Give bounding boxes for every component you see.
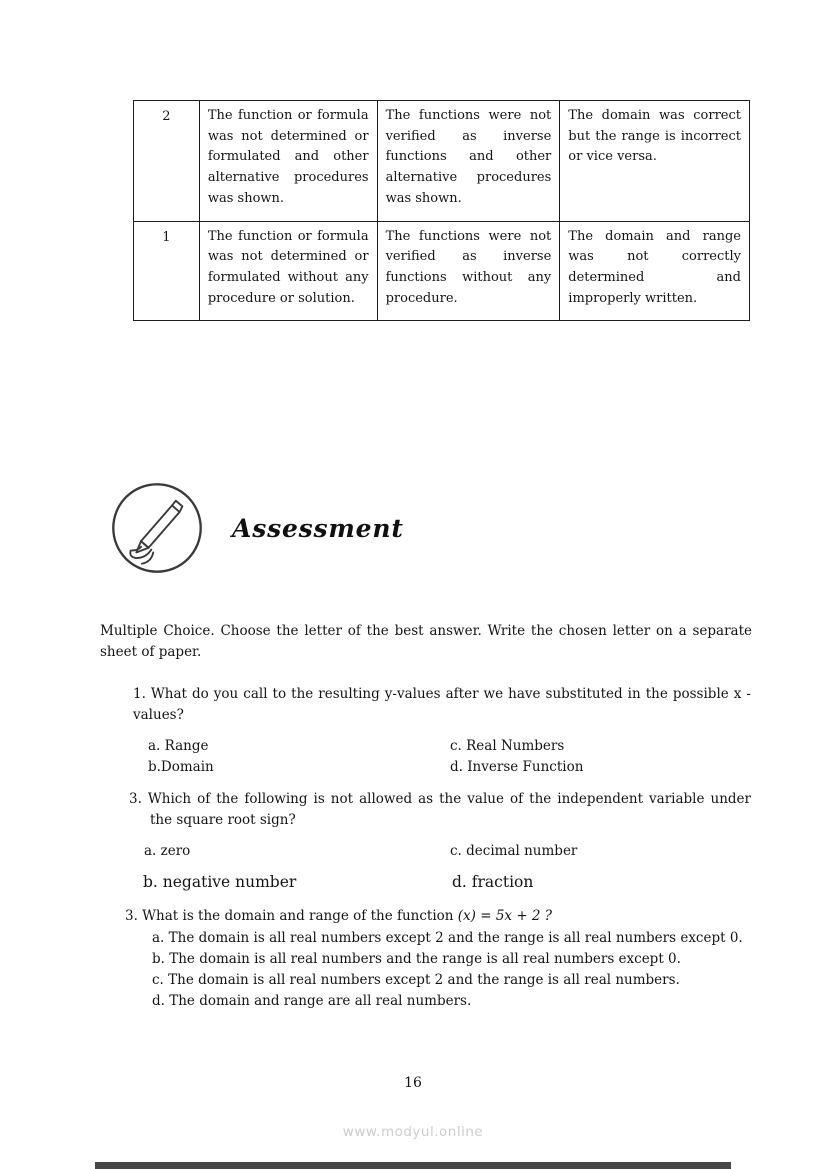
question-3 xyxy=(125,906,752,1012)
section-title: Assessment xyxy=(232,513,404,543)
option-d: d. fraction xyxy=(452,873,534,891)
option-a: a. Range xyxy=(148,738,209,754)
rubric-score: 2 xyxy=(134,101,200,222)
option-b: b.Domain xyxy=(148,759,214,775)
option-c: c. decimal number xyxy=(450,843,578,859)
option-row xyxy=(133,757,751,778)
rubric-cell: The functions were not verified as inverse functions without any procedure. xyxy=(377,221,560,321)
watermark-url: www.modyul.online xyxy=(342,1124,484,1140)
rubric-cell: The functions were not verified as inverse functions and other alternative procedures was shown. xyxy=(377,101,560,222)
table-row xyxy=(134,101,750,222)
question-2-options xyxy=(129,841,751,894)
question-text: 3. Which of the following is not allowed as the value of the independent variable under the square root sign? xyxy=(129,791,751,828)
question-1-options xyxy=(133,736,751,778)
option-b: b. The domain is all real numbers and the range is all real numbers except 0. xyxy=(152,951,681,967)
rubric-cell: The function or formula was not determined or formulated without any procedure or solution. xyxy=(199,221,377,321)
page-number: 16 xyxy=(404,1075,422,1091)
question-2 xyxy=(129,789,751,894)
option-a: a. zero xyxy=(144,843,191,859)
rubric-table xyxy=(133,100,750,321)
option-c: c. The domain is all real numbers except 2 and the range is all real numbers. xyxy=(152,972,680,988)
option-c: c. Real Numbers xyxy=(450,738,565,754)
question-text-part: 3. What is the domain and range of the function xyxy=(125,908,458,924)
rubric-score: 1 xyxy=(134,221,200,321)
option-b: b. negative number xyxy=(143,873,297,891)
rubric-cell: The function or formula was not determined or formulated and other alternative procedures was shown. xyxy=(199,101,377,222)
rubric-cell: The domain and range was not correctly determined and improperly written. xyxy=(560,221,750,321)
question-3-options xyxy=(133,928,750,1012)
math-expression: (x) = 5x + 2 ? xyxy=(457,908,553,924)
table-row xyxy=(134,221,750,321)
option-d: d. Inverse Function xyxy=(450,759,584,775)
question-text: 1. What do you call to the resulting y-values after we have substituted in the possible x - values? xyxy=(133,686,751,723)
assessment-section-header xyxy=(110,481,404,575)
instructions-text: Multiple Choice. Choose the letter of the best answer. Write the chosen letter on a separate sheet of paper. xyxy=(100,623,752,660)
question-1 xyxy=(133,684,751,778)
option-row xyxy=(133,736,751,757)
rubric-cell: The domain was correct but the range is incorrect or vice versa. xyxy=(560,101,750,222)
page-edge-bar xyxy=(95,1162,731,1169)
question-text xyxy=(125,906,752,927)
option-row xyxy=(129,871,751,894)
option-d: d. The domain and range are all real numbers. xyxy=(152,993,472,1009)
hand-writing-icon xyxy=(110,481,204,575)
option-row xyxy=(129,841,751,862)
option-a: a. The domain is all real numbers except 2 and the range is all real numbers except 0. xyxy=(152,930,743,946)
